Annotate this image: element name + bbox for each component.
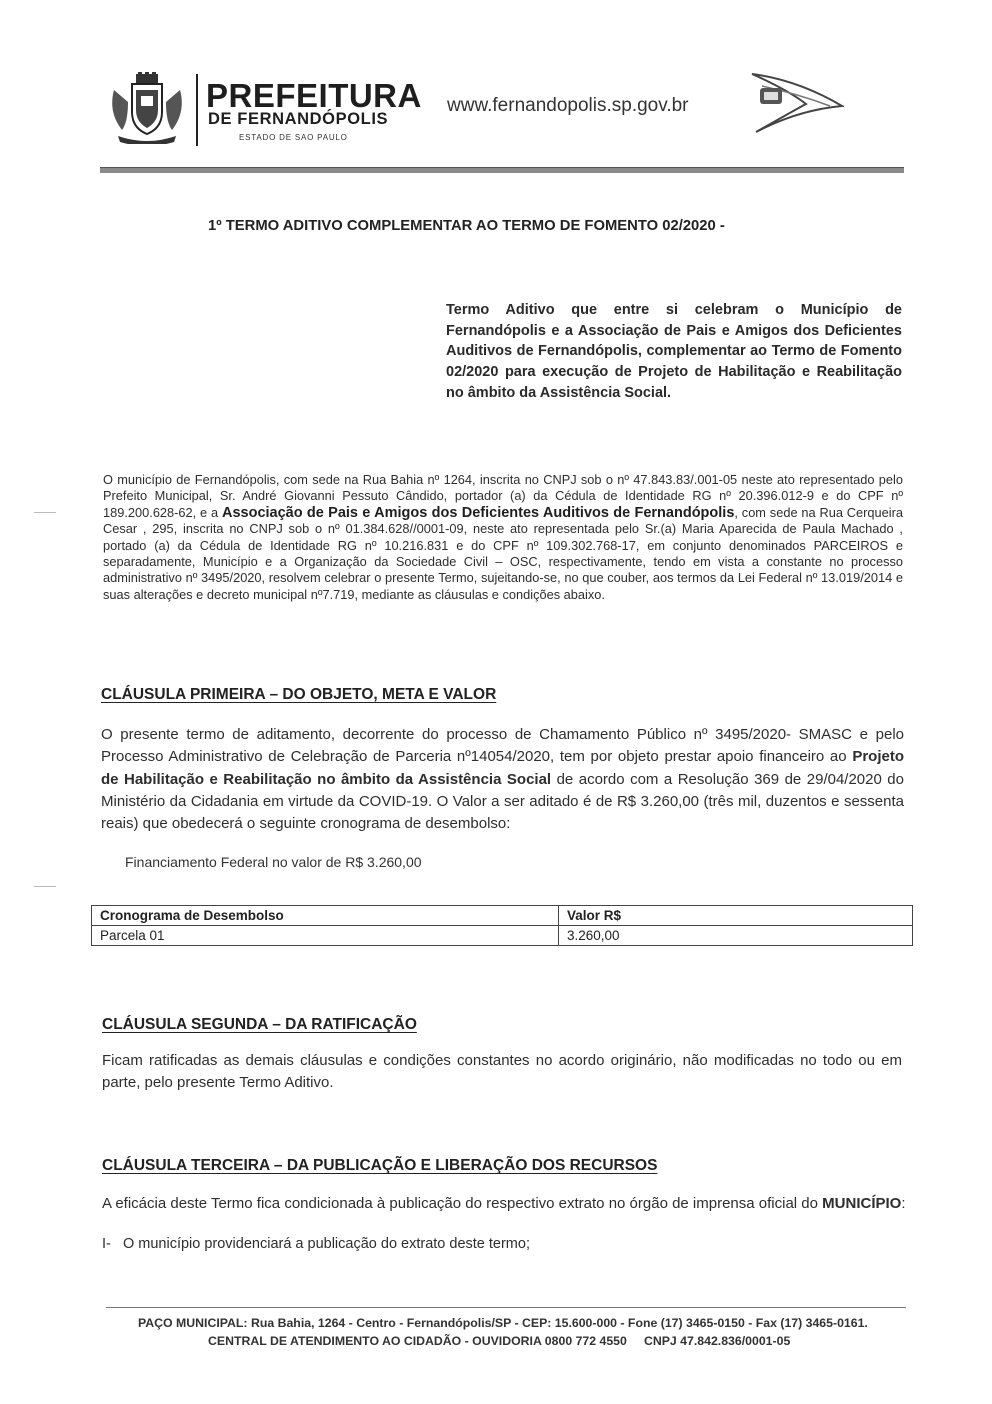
brand-subtitle: DE FERNANDÓPOLIS [208, 110, 389, 128]
document-title: 1º TERMO ADITIVO COMPLEMENTAR AO TERMO DE FOMENTO 02/2020 - [208, 218, 725, 234]
item-marker: I- [102, 1236, 111, 1252]
coat-of-arms-icon [108, 72, 186, 144]
intro-paragraph [103, 472, 903, 603]
clause-3-item-1 [102, 1236, 530, 1252]
brand-state: ESTADO DE SAO PAULO [239, 133, 348, 142]
header-rule [100, 167, 904, 173]
footer-rule [106, 1307, 906, 1308]
clause-3-body-part-1: A eficácia deste Termo fica condicionada à publicação do respectivo extrato no órgão de imprensa oficial do [102, 1195, 818, 1212]
clause-1-project-name: Projeto de Habilitação e Reabilitação no âmbito da Assistência Social [101, 748, 904, 788]
table-row [92, 926, 913, 946]
funding-note: Financiamento Federal no valor de R$ 3.260,00 [125, 854, 422, 870]
col-header-schedule: Cronograma de Desembolso [92, 906, 559, 926]
brand-title: PREFEITURA [206, 77, 422, 114]
org-name: Associação de Pais e Amigos dos Deficientes Auditivos de Fernandópolis [222, 504, 735, 521]
clause-1-body [101, 724, 904, 835]
item-text: O município providenciará a publicação do extrato deste termo; [122, 1236, 530, 1252]
clause-2-heading: CLÁUSULA SEGUNDA – DA RATIFICAÇÃO [102, 1016, 417, 1033]
footer-cnpj: CNPJ 47.842.836/0001-05 [643, 1334, 791, 1348]
margin-mark [34, 886, 56, 887]
margin-mark [34, 512, 56, 513]
website-link[interactable]: www.fernandopolis.sp.gov.br [447, 95, 689, 116]
footer-ouvidoria: CENTRAL DE ATENDIMENTO AO CIDADÃO - OUVIDORIA 0800 772 4550 [208, 1334, 627, 1348]
logo-divider [196, 74, 198, 146]
clause-3-body [102, 1193, 906, 1214]
clause-3-heading: CLÁUSULA TERCEIRA – DA PUBLICAÇÃO E LIBERAÇÃO DOS RECURSOS [102, 1157, 658, 1174]
row-value: 3.260,00 [559, 926, 913, 946]
clause-1-body-part-1: O presente termo de aditamento, decorrente do processo de Chamamento Público nº 3495/2020- SMASC e pelo Processo Administrativo de Celebração de Parceria nº14054/2020, tem por objeto prestar apoio financeiro ao [101, 726, 904, 766]
swoosh-emblem-icon [748, 70, 844, 136]
clause-1-heading: CLÁUSULA PRIMEIRA – DO OBJETO, META E VALOR [101, 686, 497, 703]
clause-1-body-part-2: de acordo com a Resolução 369 de 29/04/2020 do Ministério da Cidadania em virtude da COVID-19. O Valor a ser aditado é de R$ 3.260,00 (três mil, duzentos e sessenta reais) que obedecerá o seguinte cronograma de desembolso: [101, 770, 904, 833]
row-label: Parcela 01 [92, 926, 559, 946]
disbursement-table [91, 905, 913, 946]
intro-part-2: , com sede na Rua Cerqueira Cesar , 295, inscrita no CNPJ sob o nº 01.384.628//0001-09, neste ato representada pelo Sr.(a) Maria Aparecida de Paula Machado , portado (a) da Cédula de Identidade RG nº 10.216.831 e do CPF nº 109.302.768-17, em conjunto denominados PARCEIROS e separadamente, Município e a Organização da Sociedade Civil – OSC, respectivamente, tendo em vista a constante no processo administrativo nº 3495/2020, resolvem celebrar o presente Termo, sujeitando-se, no que couber, aos termos da Lei Federal nº 13.019/2014 e suas alterações e decreto municipal nº7.719, mediante as cláusulas e condições abaixo. [103, 504, 903, 602]
footer-address: PAÇO MUNICIPAL: Rua Bahia, 1264 - Centro - Fernandópolis/SP - CEP: 15.600-000 - Fone (17) 3465-0150 - Fax (17) 3465-0161. [138, 1316, 868, 1330]
col-header-value: Valor R$ [559, 906, 913, 926]
preamble: Termo Aditivo que entre si celebram o Município de Fernandópolis e a Associação de Pais e Amigos dos Deficientes Auditivos de Fernandópolis, complementar ao Termo de Fomento 02/2020 para execução de Projeto de Habilitação e Reabilitação no âmbito da Assistência Social. [446, 302, 902, 401]
footer-contact [208, 1334, 790, 1348]
intro-part-1: O município de Fernandópolis, com sede na Rua Bahia nº 1264, inscrita no CNPJ sob o nº 47.843.83/.001-05 neste ato representado pelo Prefeito Municipal, Sr. André Giovanni Pessuto Cândido, portador (a) da Cédula de Identidade RG nº 20.396.012-9 e do CPF nº 189.200.628-62, e a [103, 472, 903, 520]
table-header-row [92, 906, 913, 926]
clause-3-body-part-2: : [901, 1195, 906, 1212]
clause-2-body: Ficam ratificadas as demais cláusulas e condições constantes no acordo originário, não modificadas no todo ou em parte, pelo presente Termo Aditivo. [102, 1052, 902, 1091]
clause-3-municipio: MUNICÍPIO [822, 1195, 902, 1212]
